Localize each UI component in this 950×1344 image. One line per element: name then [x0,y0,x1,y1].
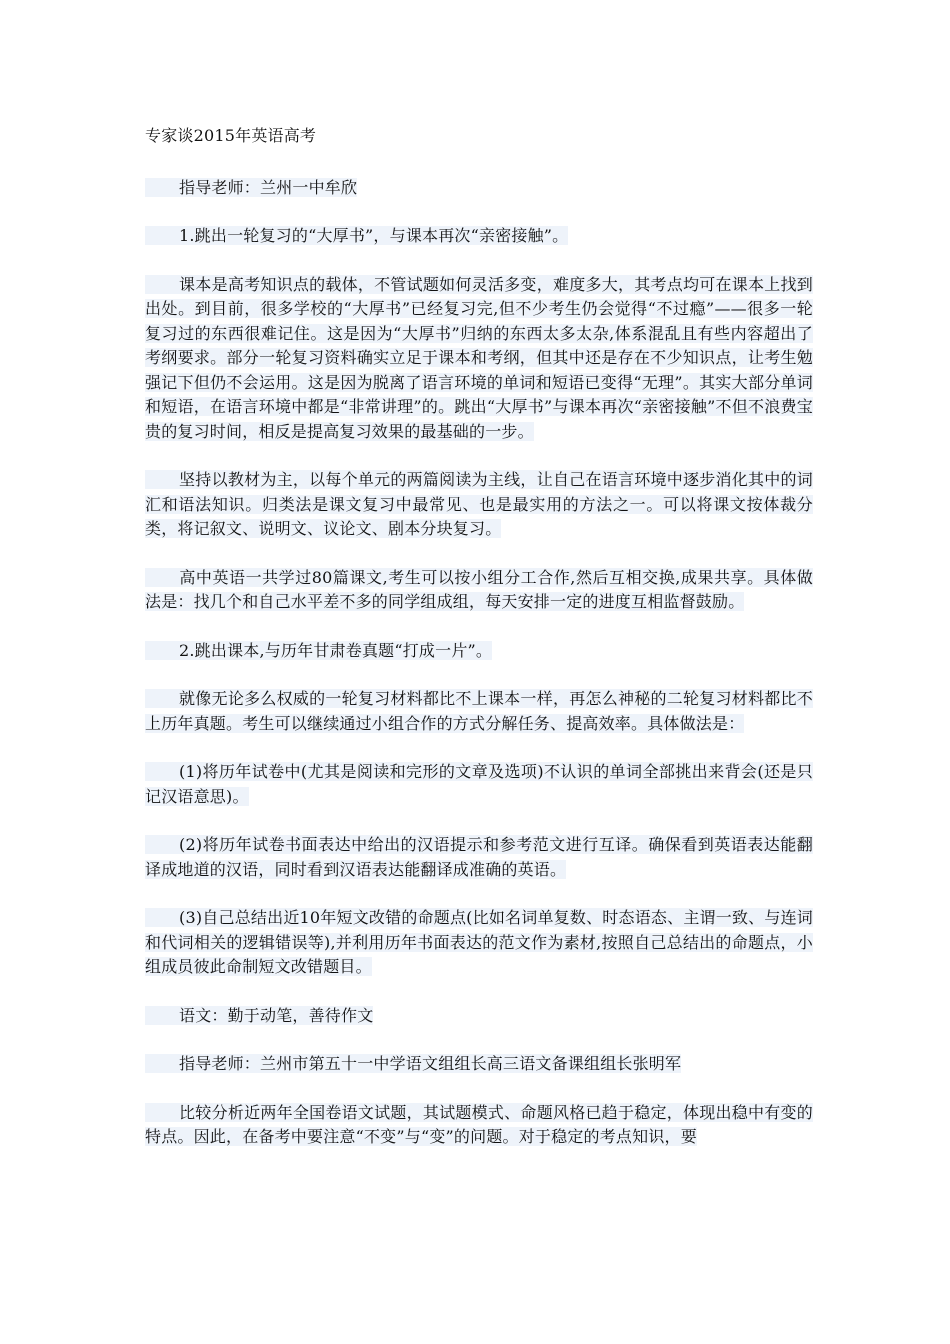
paragraph-text: 就像无论多么权威的一轮复习材料都比不上课本一样，再怎么神秘的二轮复习材料都比不上历年真题。考生可以继续通过小组合作的方式分解任务、提高效率。具体做法是： [145,689,813,733]
paragraph-text: 比较分析近两年全国卷语文试题，其试题模式、命题风格已趋于稳定，体现出稳中有变的特点。因此，在备考中要注意“不变”与“变”的问题。对于稳定的考点知识，要 [145,1102,813,1146]
paragraph-text: 1.跳出一轮复习的“大厚书”，与课本再次“亲密接触”。 [179,226,569,245]
paragraph-chinese-heading [145,1004,813,1029]
paragraph-text: (1)将历年试卷中(尤其是阅读和完形的文章及选项)不认识的单词全部挑出来背会(还是只记汉语意思)。 [145,762,813,806]
document-page [145,124,813,1174]
paragraph-chinese-analysis [145,1101,813,1150]
paragraph-text: (3)自己总结出近10年短文改错的命题点(比如名词单复数、时态语态、主谓一致、与连词和代词相关的逻辑错误等),并利用历年书面表达的范文作为素材,按照自己总结出的命题点，小组成员彼此命制短文改错题目。 [145,908,813,976]
document-title-text: 专家谈2015年英语高考 [145,126,317,145]
paragraph-step-3 [145,906,813,980]
paragraph-text: 课本是高考知识点的载体，不管试题如何灵活多变，难度多大，其考点均可在课本上找到出处。到目前，很多学校的“大厚书”已经复习完,但不少考生仍会觉得“不过瘾”——很多一轮复习过的东西很难记住。这是因为“大厚书”归纳的东西太多太杂,体系混乱且有些内容超出了考纲要求。部分一轮复习资料确实立足于课本和考纲，但其中还是存在不少知识点，让考生勉强记下但仍不会运用。这是因为脱离了语言环境的单词和短语已变得“无理”。其实大部分单词和短语，在语言环境中都是“非常讲理”的。跳出“大厚书”与课本再次“亲密接触”不但不浪费宝贵的复习时间，相反是提高复习效果的最基础的一步。 [145,274,813,441]
paragraph-textbook [145,273,813,445]
paragraph-teaching-material [145,468,813,542]
paragraph-past-exams [145,687,813,736]
paragraph-group-study [145,566,813,615]
paragraph-text: 语文：勤于动笔，善待作文 [179,1005,374,1025]
paragraph-section-2-heading [145,639,813,664]
paragraph-text: 2.跳出课本,与历年甘肃卷真题“打成一片”。 [179,640,493,660]
paragraph-text: 坚持以教材为主，以每个单元的两篇阅读为主线，让自己在语言环境中逐步消化其中的词汇和语法知识。归类法是课文复习中最常见、也是最实用的方法之一。可以将课文按体裁分类，将记叙文、说明文、议论文、剧本分块复习。 [145,470,813,538]
paragraph-step-2 [145,833,813,882]
paragraph-section-1-heading [145,224,813,249]
document-title [145,124,813,149]
paragraph-text: 指导老师：兰州一中牟欣 [179,177,358,197]
paragraph-step-1 [145,760,813,809]
paragraph-text: (2)将历年试卷书面表达中给出的汉语提示和参考范文进行互译。确保看到英语表达能翻译成地道的汉语，同时看到汉语表达能翻译成准确的英语。 [145,835,813,879]
paragraph-advisor [145,176,813,201]
paragraph-chinese-advisor [145,1052,813,1077]
paragraph-text: 指导老师：兰州市第五十一中学语文组组长高三语文备课组组长张明军 [179,1054,682,1073]
paragraph-text: 高中英语一共学过80篇课文,考生可以按小组分工合作,然后互相交换,成果共享。具体做法是：找几个和自己水平差不多的同学组成组，每天安排一定的进度互相监督鼓励。 [145,567,813,611]
